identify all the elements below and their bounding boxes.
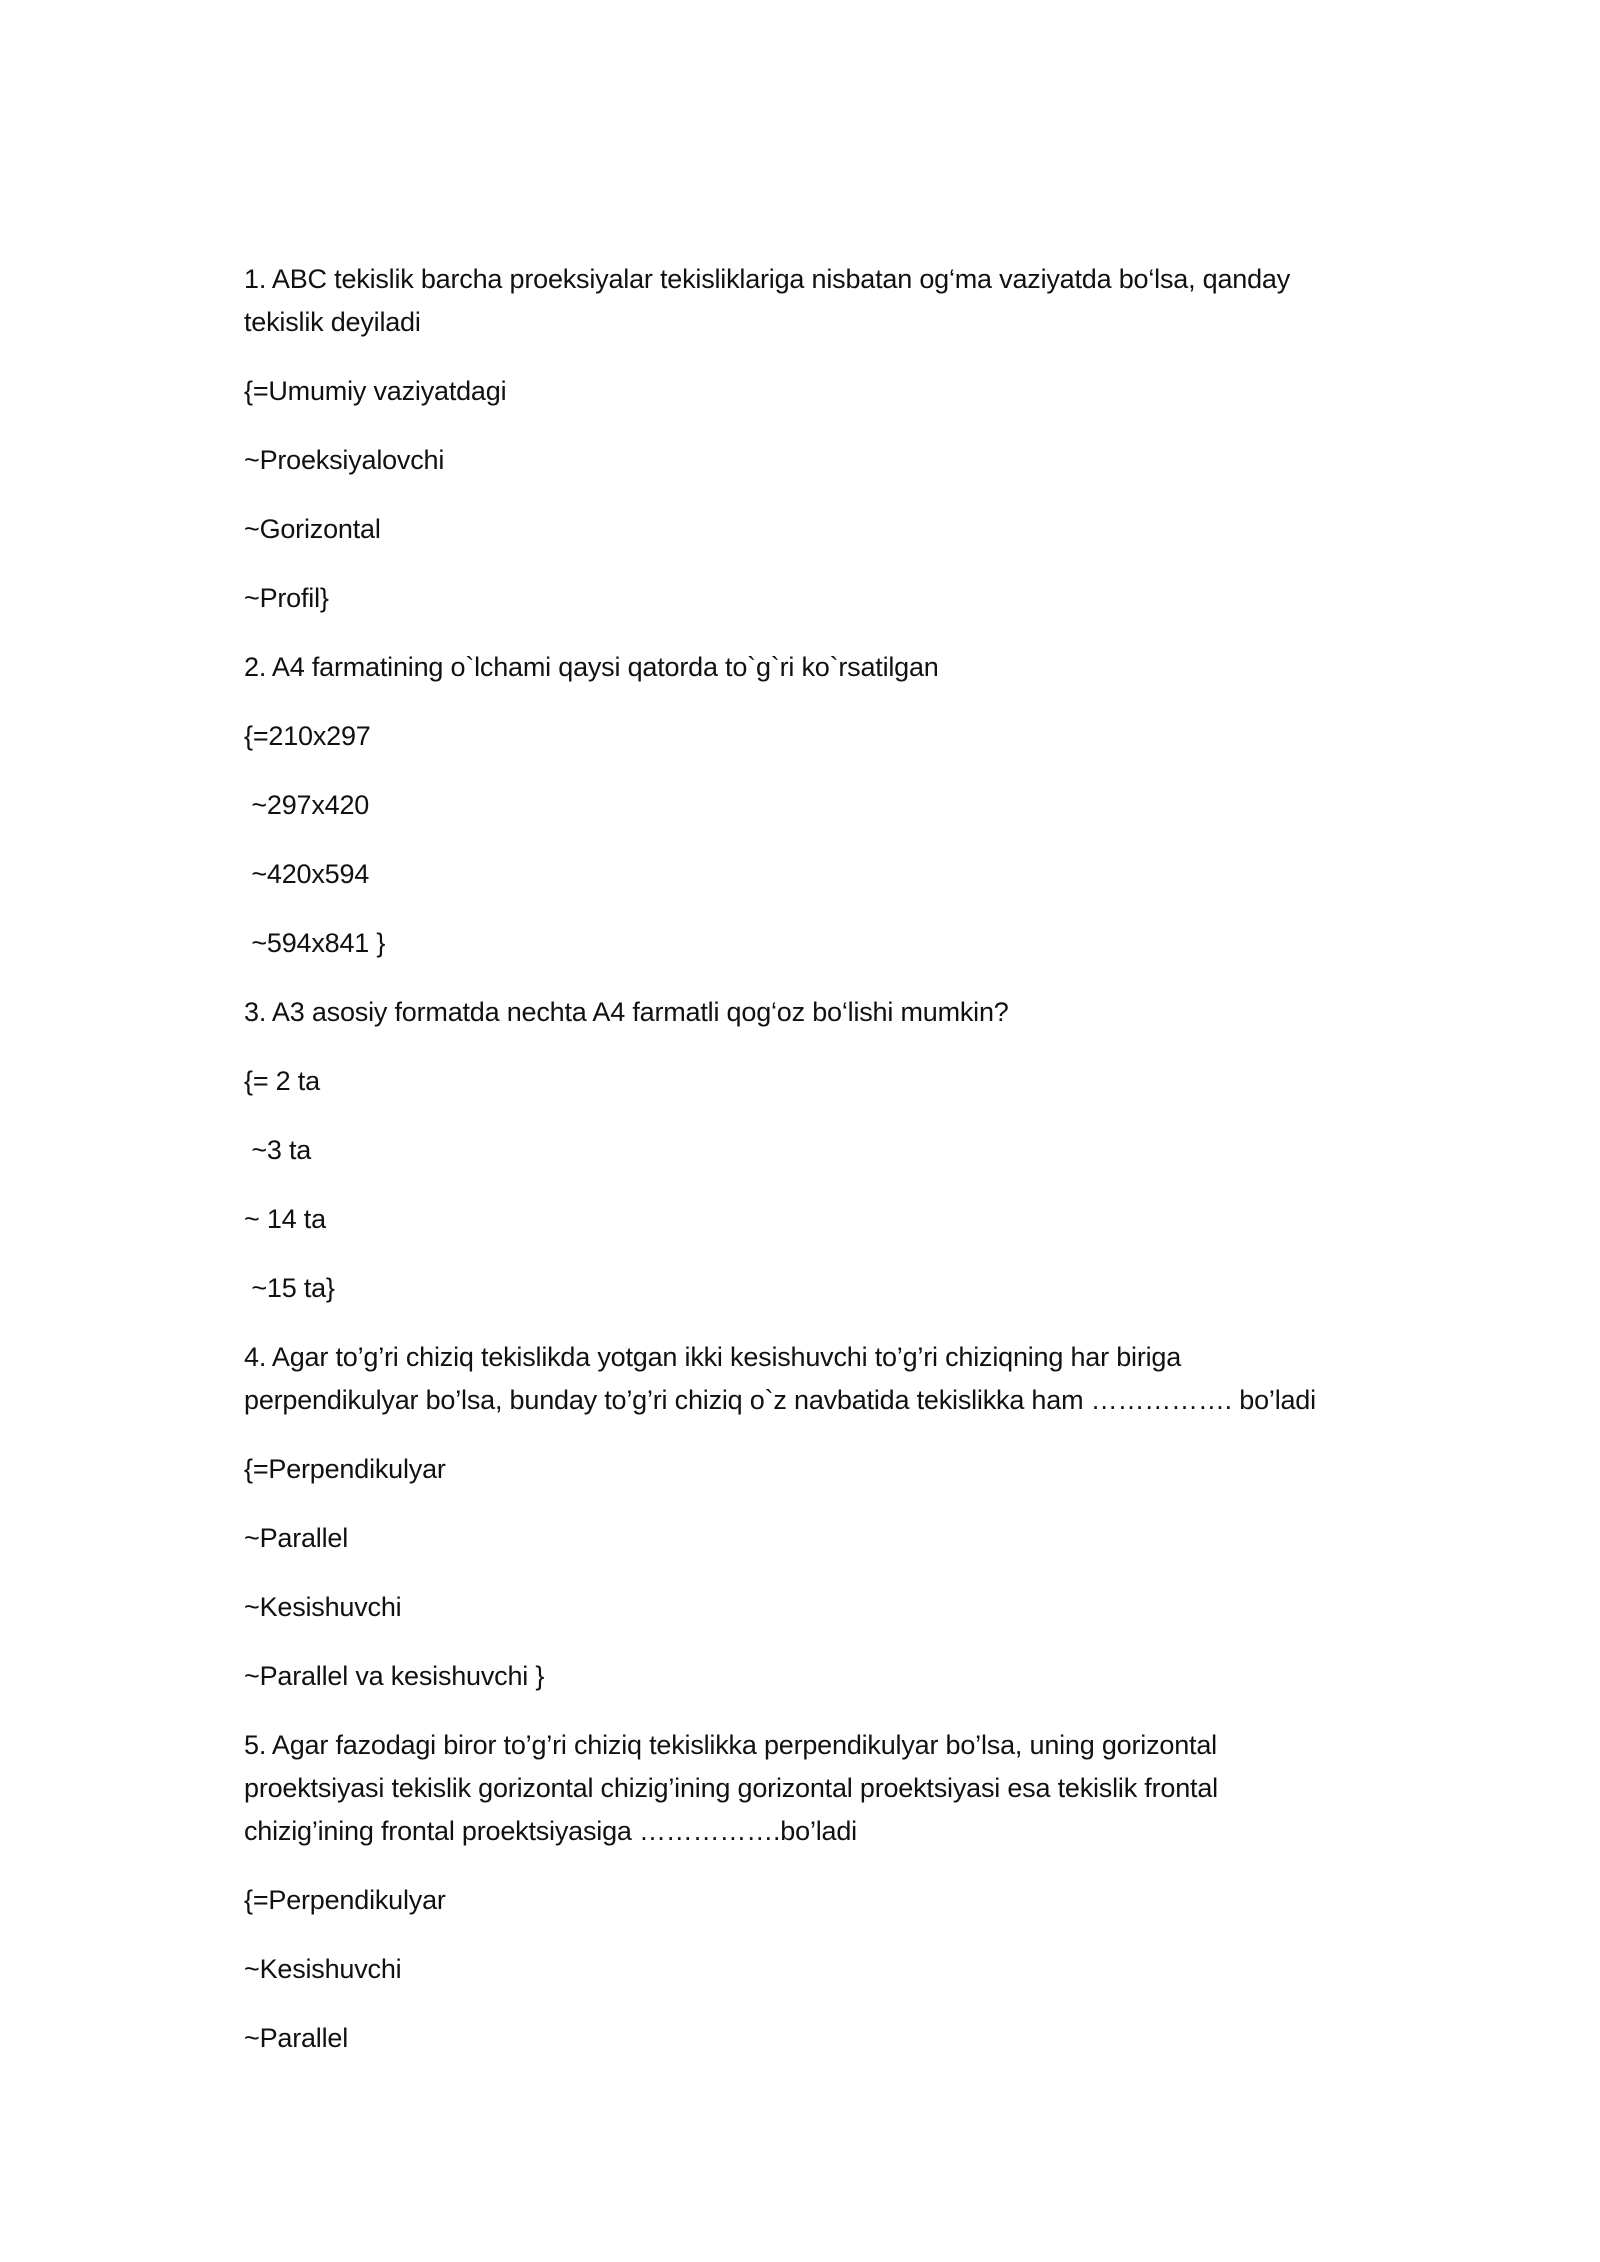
question-4-option-4: ~Parallel va kesishuvchi }	[244, 1661, 545, 1691]
question-1-option-2: ~Proeksiyalovchi	[244, 445, 445, 475]
question-1-text: 1. ABC tekislik barcha proeksiyalar tekisliklariga nisbatan og‘ma vaziyatda bo‘lsa, qanday tekislik deyiladi	[244, 264, 1298, 337]
question-5-text: 5. Agar fazodagi biror to’g’ri chiziq tekislikka perpendikulyar bo’lsa, uning gorizontal proektsiyasi tekislik gorizontal chizig’ining gorizontal proektsiyasi esa tekislik frontal chizig’ining frontal proektsiyasiga …………….bo’ladi	[244, 1730, 1226, 1846]
question-3-text: 3. A3 asosiy formatda nechta A4 farmatli qog‘oz bo‘lishi mumkin?	[244, 997, 1009, 1027]
question-5-option-3: ~Parallel	[244, 2023, 349, 2053]
question-2-option-4: ~594x841 }	[244, 928, 386, 958]
question-2-option-correct: {=210x297	[244, 721, 371, 751]
question-4-text: 4. Agar to’g’ri chiziq tekislikda yotgan ikki kesishuvchi to’g’ri chiziqning har biriga perpendikulyar bo’lsa, bunday to’g’ri chiziq o`z navbatida tekislikka ham ……………. bo’ladi	[244, 1342, 1316, 1415]
question-3-option-2: ~3 ta	[244, 1135, 312, 1165]
question-5-option-2: ~Kesishuvchi	[244, 1954, 402, 1984]
question-2-text: 2. A4 farmatining o`lchami qaysi qatorda to`g`ri ko`rsatilgan	[244, 652, 939, 682]
question-2-option-2: ~297x420	[244, 790, 370, 820]
question-1-option-4: ~Profil}	[244, 583, 329, 613]
question-5-option-correct: {=Perpendikulyar	[244, 1885, 446, 1915]
question-2-option-3: ~420x594	[244, 859, 370, 889]
question-3-option-correct: {= 2 ta	[244, 1066, 320, 1096]
question-4-option-correct: {=Perpendikulyar	[244, 1454, 446, 1484]
question-4-option-2: ~Parallel	[244, 1523, 349, 1553]
document-body	[244, 258, 1354, 2086]
question-4-option-3: ~Kesishuvchi	[244, 1592, 402, 1622]
question-3-option-4: ~15 ta}	[244, 1273, 335, 1303]
question-1-option-3: ~Gorizontal	[244, 514, 381, 544]
question-1-option-correct: {=Umumiy vaziyatdagi	[244, 376, 507, 406]
question-3-option-3: ~ 14 ta	[244, 1204, 326, 1234]
